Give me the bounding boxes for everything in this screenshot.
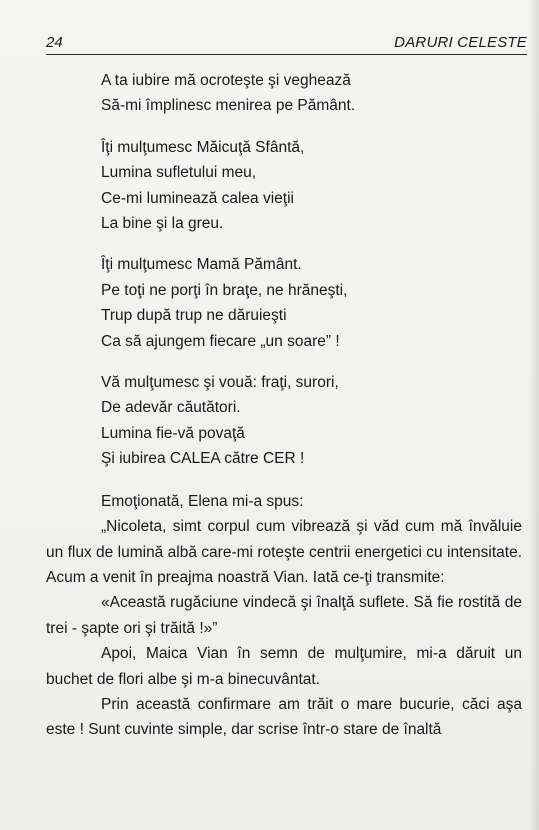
- poem-line: Şi iubirea CALEA către CER !: [101, 450, 305, 468]
- prose-intro: Emoţionată, Elena mi-a spus:: [101, 492, 304, 510]
- poem-line: La bine şi la greu.: [101, 215, 224, 233]
- poem-stanza-2: [46, 135, 522, 237]
- poem-stanza-4: [46, 370, 522, 472]
- prose-paragraph: „Nicoleta, simt corpul cum vibrează şi văd cum mă învăluie un flux de lumină albă care-mi roteşte centrii energetici cu intensitate. Acum a venit în preajma noastră Vian. Iată ce-ţi transmite:: [46, 518, 522, 586]
- poem-stanza-1: [46, 68, 522, 119]
- poem-line: Ce-mi luminează calea vieţii: [101, 189, 294, 207]
- poem-line: Trup după trup ne dăruieşti: [101, 307, 287, 325]
- book-title: DARURI CELESTE: [394, 34, 527, 51]
- prose-paragraph: Prin această confirmare am trăit o mare bucurie, căci aşa este ! Sunt cuvinte simple, dar scrise într-o stare de înaltă: [46, 695, 522, 739]
- page-number: 24: [46, 34, 63, 51]
- poem-line: Pe toţi ne porţi în braţe, ne hrăneşti,: [101, 281, 348, 299]
- poem-line: Să-mi împlinesc menirea pe Pământ.: [101, 97, 356, 115]
- page-content: [46, 68, 522, 743]
- poem-line: Ca să ajungem fiecare „un soare” !: [101, 332, 340, 350]
- page-edge-shadow: [529, 0, 539, 830]
- running-header: [46, 34, 527, 54]
- header-rule: [46, 54, 527, 55]
- poem-line: De adevăr căutători.: [101, 399, 241, 417]
- poem-stanza-3: [46, 252, 522, 354]
- poem-line: Îţi mulţumesc Mamă Pământ.: [101, 256, 302, 274]
- poem-line: Vă mulţumesc şi vouă: fraţi, surori,: [101, 374, 339, 392]
- poem-line: Lumina sufletului meu,: [101, 164, 257, 182]
- prose-paragraph: Apoi, Maica Vian în semn de mulţumire, mi-a dăruit un buchet de flori albe şi m-a binecuvântat.: [46, 645, 522, 688]
- prose-paragraph: «Această rugăciune vindecă şi înalţă suflete. Să fie rostită de trei - şapte ori şi trăită !»”: [46, 594, 522, 637]
- poem-line: Îţi mulţumesc Măicuţă Sfântă,: [101, 138, 305, 156]
- poem-line: A ta iubire mă ocroteşte şi veghează: [101, 72, 351, 89]
- poem-line: Lumina fie-vă povaţă: [101, 424, 245, 442]
